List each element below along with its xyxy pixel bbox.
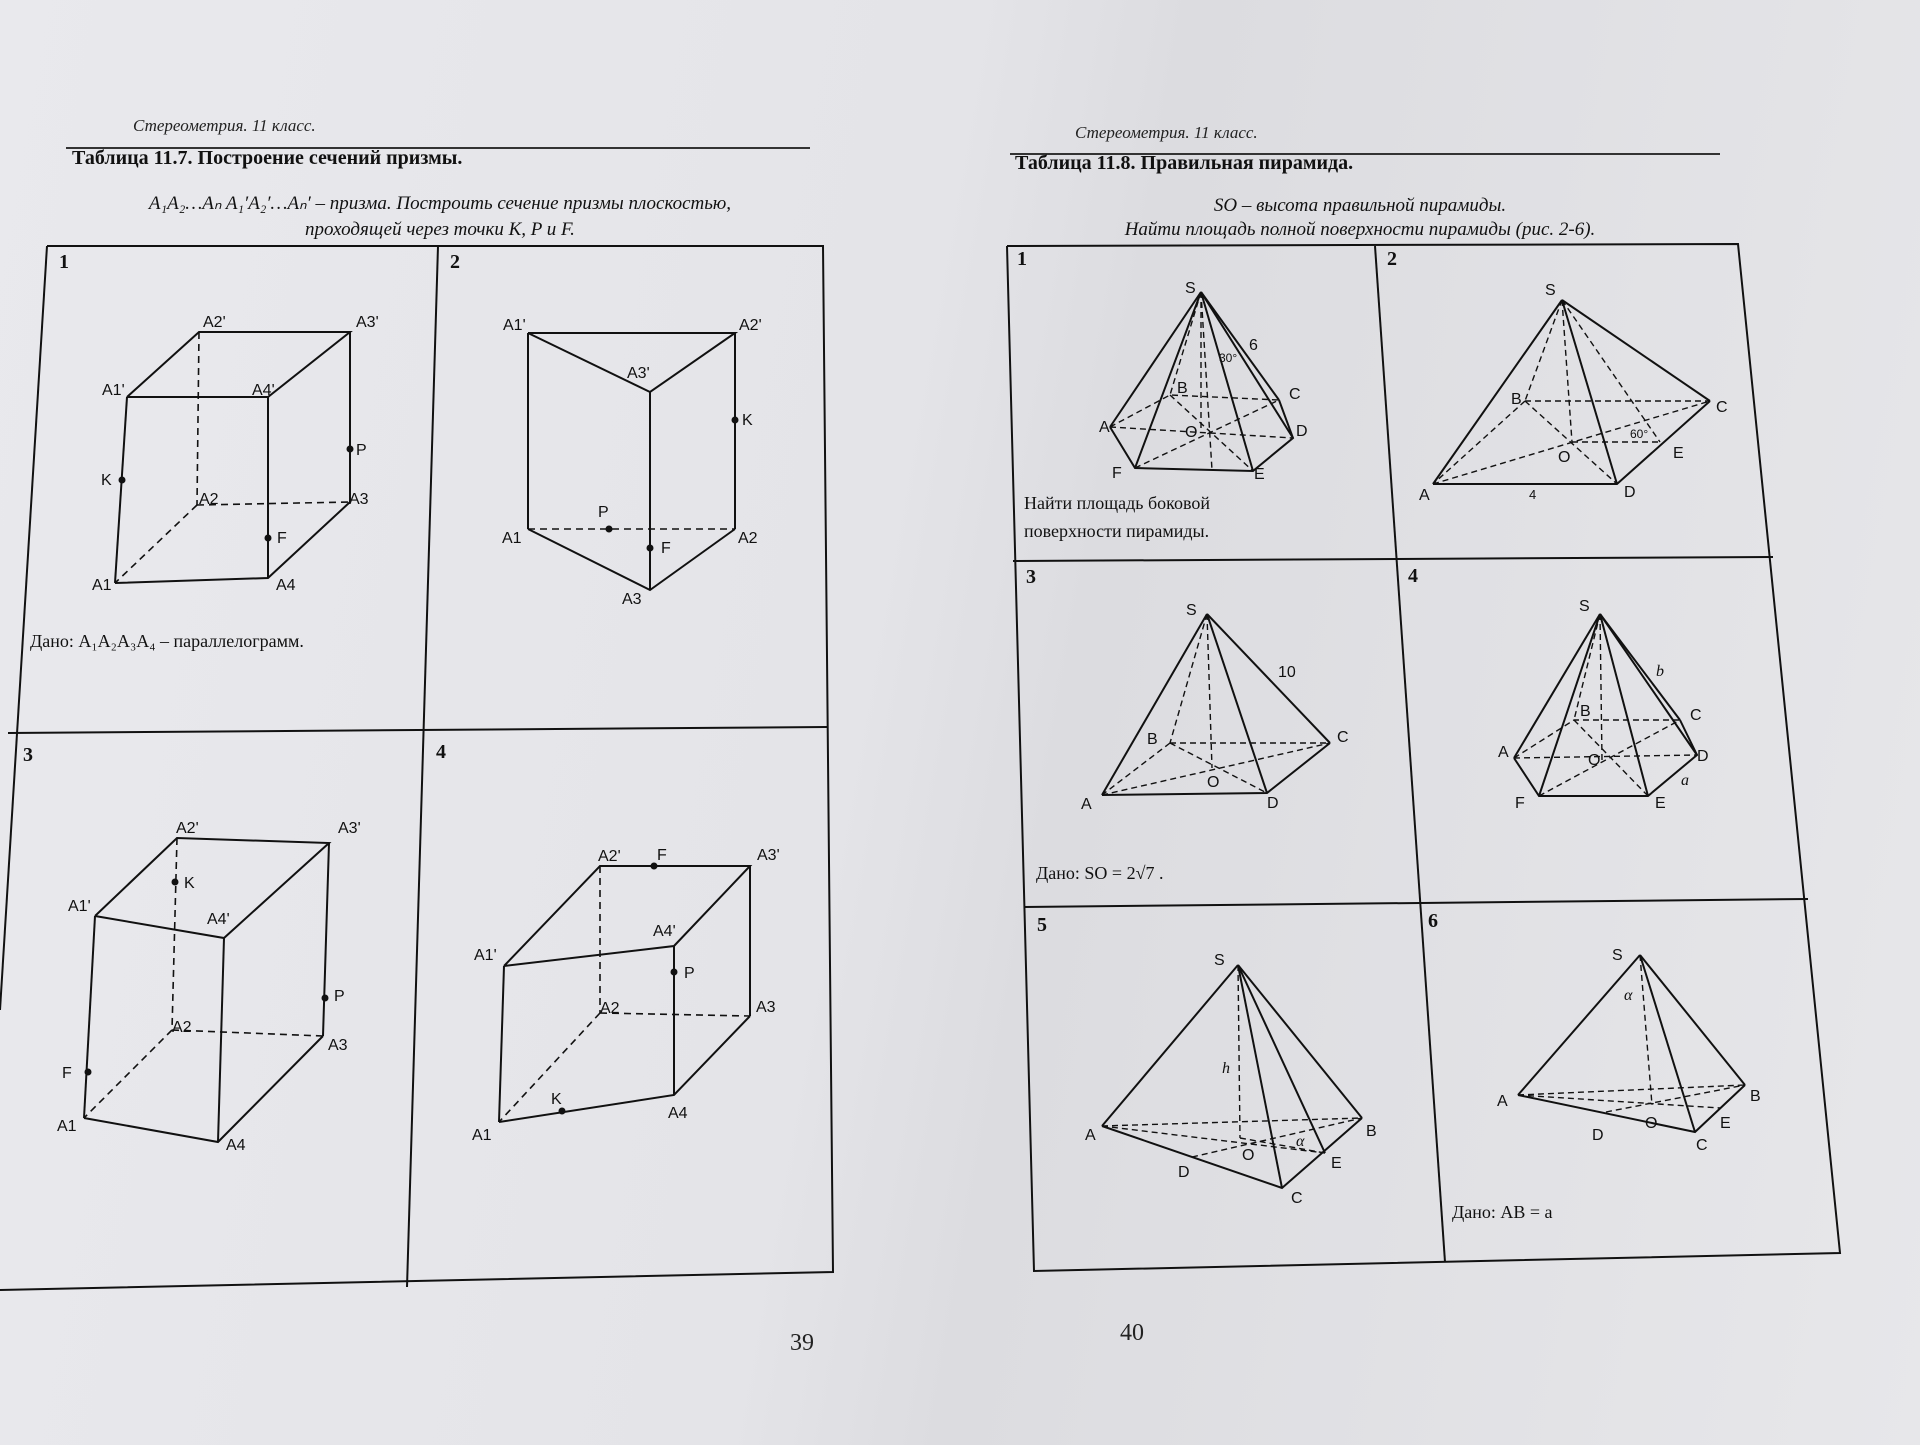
left-cell1-number: 1	[59, 251, 69, 273]
left-task-line2: проходящей через точки K, P и F.	[305, 219, 575, 240]
right-c3-s: S	[1186, 602, 1197, 619]
right-c2-base: 4	[1529, 487, 1537, 502]
right-c6-alpha: α	[1624, 987, 1633, 1004]
left-c4-p: P	[684, 965, 695, 982]
left-cell1-figure	[115, 332, 350, 583]
left-c4-k: K	[551, 1091, 562, 1108]
left-page-number: 39	[790, 1330, 814, 1356]
left-c2-p: P	[598, 504, 609, 521]
right-c2-a: A	[1419, 487, 1430, 504]
left-c4-a1: A1	[472, 1127, 492, 1144]
right-c3-a: A	[1081, 796, 1092, 813]
right-c5-c: C	[1291, 1190, 1303, 1207]
right-c5-d: D	[1178, 1164, 1190, 1181]
right-c2-angle: 60°	[1630, 427, 1649, 441]
left-c4-a4p: A4'	[653, 923, 676, 940]
right-cell6-number: 6	[1428, 910, 1438, 932]
left-c4-a2p: A2'	[598, 848, 621, 865]
right-c1-c: C	[1289, 386, 1301, 403]
left-cell1-note: Дано: A₁A₂A₃A₄ – параллелограмм.	[30, 631, 304, 651]
right-c2-o: O	[1558, 449, 1571, 466]
right-c1-f: F	[1112, 465, 1122, 482]
right-c1-s: S	[1185, 280, 1196, 297]
right-cell3-number: 3	[1026, 566, 1036, 588]
right-c5-s: S	[1214, 952, 1225, 969]
left-c3-a2p: A2'	[176, 820, 199, 837]
left-task-line1: A₁A₂…Aₙ A₁′A₂′…Aₙ′ – призма. Построить сечение призмы плоскостью,	[148, 193, 732, 214]
right-cell2-number: 2	[1387, 248, 1397, 270]
left-c2-a1: A1	[502, 530, 522, 547]
left-c2-a2: A2	[738, 530, 758, 547]
right-c4-e: E	[1655, 795, 1666, 812]
right-c1-d: D	[1296, 423, 1308, 440]
left-table-title: Таблица 11.7. Построение сечений призмы.	[72, 147, 463, 169]
right-cell2-figure	[1433, 300, 1710, 484]
right-c1-e: E	[1254, 466, 1265, 483]
left-c2-a1p: A1'	[503, 317, 526, 334]
left-c1-a2: A2	[199, 491, 219, 508]
right-c5-b: B	[1366, 1123, 1377, 1140]
left-c4-f: F	[657, 847, 667, 864]
right-c6-b: B	[1750, 1088, 1761, 1105]
left-c4-a1p: A1'	[474, 947, 497, 964]
left-cell3-number: 3	[23, 744, 33, 766]
left-running-header: Стереометрия. 11 класс.	[133, 116, 316, 135]
right-c5-alpha: α	[1296, 1133, 1305, 1150]
right-c6-e: E	[1720, 1115, 1731, 1132]
right-cell4-figure	[1514, 614, 1697, 796]
left-c4-a3: A3	[756, 999, 776, 1016]
left-cell4-number: 4	[436, 741, 446, 763]
right-cell3-figure	[1102, 614, 1330, 795]
right-c4-c: C	[1690, 707, 1702, 724]
marked-points	[85, 417, 739, 1115]
right-cell6-figure	[1518, 955, 1745, 1132]
left-c2-f: F	[661, 540, 671, 557]
left-c3-p: P	[334, 988, 345, 1005]
right-c4-edge-b: b	[1656, 663, 1664, 680]
right-cell6-note: Дано: AB = a	[1452, 1202, 1553, 1222]
left-c3-f: F	[62, 1065, 72, 1082]
right-c4-side-a: a	[1681, 772, 1689, 789]
left-c1-a1: A1	[92, 577, 112, 594]
right-c1-o: O	[1185, 424, 1198, 441]
left-c4-a3p: A3'	[757, 847, 780, 864]
left-cell3-figure	[84, 838, 329, 1142]
right-c4-f: F	[1515, 795, 1525, 812]
right-c1-angle: 30°	[1219, 351, 1238, 365]
right-cell4-number: 4	[1408, 565, 1418, 587]
left-c3-a1p: A1'	[68, 898, 91, 915]
right-c4-o: O	[1588, 752, 1601, 769]
left-c1-a2p: A2'	[203, 314, 226, 331]
left-table-grid	[0, 246, 833, 1290]
left-cell4-figure	[499, 866, 750, 1122]
left-c2-a3p: A3'	[627, 365, 650, 382]
right-task-line2: Найти площадь полной поверхности пирамиды (рис. 2-6).	[1124, 219, 1596, 240]
right-cell1-number: 1	[1017, 248, 1027, 270]
right-c5-e: E	[1331, 1155, 1342, 1172]
right-c6-s: S	[1612, 947, 1623, 964]
right-running-header: Стереометрия. 11 класс.	[1075, 123, 1258, 142]
left-c3-a1: A1	[57, 1118, 77, 1135]
left-c1-a4p: A4'	[252, 382, 275, 399]
left-c1-p: P	[356, 442, 367, 459]
right-c3-c: C	[1337, 729, 1349, 746]
left-c1-f: F	[277, 530, 287, 547]
right-page-number: 40	[1120, 1320, 1144, 1346]
right-cell5-figure	[1102, 965, 1362, 1188]
right-cell5-number: 5	[1037, 914, 1047, 936]
right-c4-b: B	[1580, 703, 1591, 720]
left-c3-a4: A4	[226, 1137, 246, 1154]
right-c2-d: D	[1624, 484, 1636, 501]
left-c3-a4p: A4'	[207, 911, 230, 928]
left-c4-a2: A2	[600, 1000, 620, 1017]
left-c2-k: K	[742, 412, 753, 429]
left-c1-a3p: A3'	[356, 314, 379, 331]
left-cell2-number: 2	[450, 251, 460, 273]
left-c2-a2p: A2'	[739, 317, 762, 334]
right-c3-d: D	[1267, 795, 1279, 812]
left-c4-a4: A4	[668, 1105, 688, 1122]
right-c1-edge: 6	[1249, 337, 1258, 354]
right-c3-edge: 10	[1278, 664, 1296, 681]
left-c1-a1p: A1'	[102, 382, 125, 399]
right-c5-a: A	[1085, 1127, 1096, 1144]
right-c6-a: A	[1497, 1093, 1508, 1110]
right-cell1-note-line1: Найти площадь боковой	[1024, 493, 1210, 513]
right-cell3-note: Дано: SO = 2√7 .	[1036, 863, 1164, 883]
right-c4-s: S	[1579, 598, 1590, 615]
right-cell1-note-line2: поверхности пирамиды.	[1024, 521, 1210, 541]
right-c6-c: C	[1696, 1137, 1708, 1154]
right-c1-a: A	[1099, 419, 1110, 436]
right-c3-b: B	[1147, 731, 1158, 748]
right-c6-o: O	[1645, 1115, 1658, 1132]
left-c1-a3: A3	[349, 491, 369, 508]
right-table-title: Таблица 11.8. Правильная пирамида.	[1015, 152, 1354, 174]
right-c5-o: O	[1242, 1147, 1255, 1164]
left-c1-k: K	[101, 472, 112, 489]
left-c1-a4: A4	[276, 577, 296, 594]
left-c3-a3: A3	[328, 1037, 348, 1054]
left-c3-a2: A2	[172, 1019, 192, 1036]
right-c1-b: B	[1177, 380, 1188, 397]
right-c2-c: C	[1716, 399, 1728, 416]
right-c3-o: O	[1207, 774, 1220, 791]
right-c4-a: A	[1498, 744, 1509, 761]
right-cell1-figure	[1110, 292, 1293, 471]
right-task-line1: SO – высота правильной пирамиды.	[1213, 195, 1507, 216]
right-c4-d: D	[1697, 748, 1709, 765]
right-c2-e: E	[1673, 445, 1684, 462]
right-c2-b: B	[1511, 391, 1522, 408]
left-c2-a3: A3	[622, 591, 642, 608]
left-c3-a3p: A3'	[338, 820, 361, 837]
right-c5-h: h	[1222, 1060, 1230, 1077]
right-c2-s: S	[1545, 282, 1556, 299]
right-c6-d: D	[1592, 1127, 1604, 1144]
left-c3-k: K	[184, 875, 195, 892]
